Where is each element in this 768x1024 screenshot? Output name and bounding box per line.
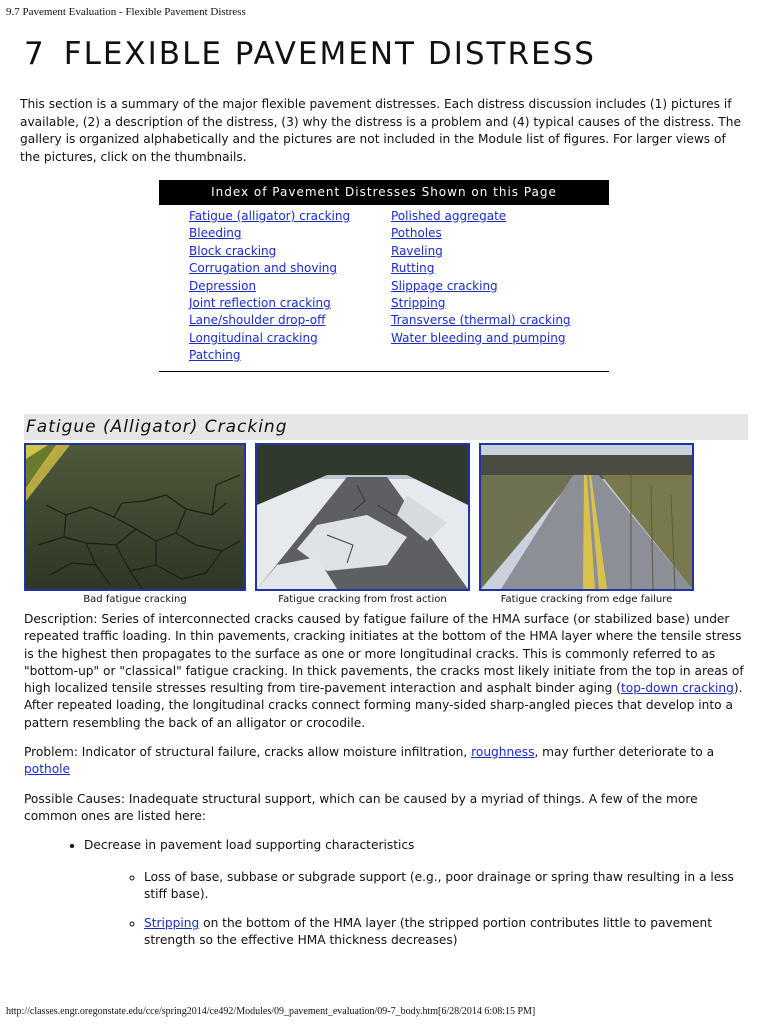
stripping-link[interactable]: Stripping — [144, 916, 200, 931]
index-link-raveling[interactable]: Raveling — [391, 243, 443, 258]
print-footer-url: http://classes.engr.oregonstate.edu/cce/spring2014/ce492/Modules/09_pavement_evaluation/09-7_body.htm[6/28/2014 6:08:15 PM] — [6, 1006, 536, 1017]
index-link-longitudinal[interactable]: Longitudinal cracking — [189, 330, 318, 345]
index-link-corrugation[interactable]: Corrugation and shoving — [189, 261, 338, 276]
cause-stripping-text: on the bottom of the HMA layer (the stripped portion contributes little to pavement strength so the effective HMA thickness decreases) — [144, 916, 712, 948]
index-link-polished-aggregate[interactable]: Polished aggregate — [391, 209, 507, 223]
main-content — [20, 36, 748, 948]
photo-gallery — [24, 443, 703, 605]
section-body — [24, 611, 746, 964]
index-link-transverse[interactable]: Transverse (thermal) cracking — [391, 313, 571, 328]
thumbnail-frost-road — [257, 445, 468, 589]
index-link-patching[interactable]: Patching — [189, 348, 241, 363]
roughness-link[interactable]: roughness — [471, 745, 535, 760]
photo-edge-failure — [479, 443, 694, 605]
description-text: Series of interconnected cracks caused by fatigue failure of the HMA surface (or stabilized base) under repeated traffic loading. In thin pavements, cracking initiates at the bottom of the HMA layer where the tensile stress is the highest then propagates to the surface as one or more longitudinal cracks. This is commonly referred to as "bottom-up" or "classical" fatigue cracking. In thick pavements, the cracks most likely initiate from the top in areas of high localized tensile stresses resulting from tire-pavement interaction and asphalt binder aging ( — [24, 612, 744, 696]
problem-text: Indicator of structural failure, cracks allow moisture infiltration, — [77, 745, 472, 760]
problem-text-mid: , may further deteriorate to a — [534, 745, 715, 760]
index-heading: Index of Pavement Distresses Shown on this Page — [159, 180, 609, 205]
thumbnail-link-1[interactable] — [24, 443, 246, 591]
thumbnail-link-2[interactable] — [255, 443, 470, 591]
section-header — [24, 414, 748, 440]
list-item — [84, 837, 746, 949]
top-down-cracking-link[interactable]: top-down cracking — [620, 681, 734, 696]
list-item — [144, 869, 746, 904]
index-column-left — [189, 208, 391, 365]
photo-bad-fatigue — [24, 443, 246, 605]
index-link-slippage[interactable]: Slippage cracking — [391, 278, 498, 293]
chapter-title: FLEXIBLE PAVEMENT DISTRESS — [63, 36, 596, 72]
section-title: Fatigue (Alligator) Cracking — [26, 417, 288, 437]
distress-index — [159, 180, 609, 372]
index-link-potholes[interactable]: Potholes — [391, 226, 442, 241]
problem-paragraph — [24, 744, 746, 779]
cause-load-support: Decrease in pavement load supporting characteristics — [84, 838, 415, 853]
index-link-block-cracking[interactable]: Block cracking — [189, 243, 277, 258]
photo-caption: Bad fatigue cracking — [83, 594, 187, 605]
print-header: 9.7 Pavement Evaluation - Flexible Pavement Distress — [6, 6, 246, 18]
causes-text: Inadequate structural support, which can be caused by a myriad of things. A few of the more common ones are listed here: — [24, 791, 698, 823]
photo-caption: Fatigue cracking from frost action — [278, 594, 447, 605]
index-link-drop-off[interactable]: Lane/shoulder drop-off — [189, 313, 326, 328]
causes-paragraph — [24, 791, 746, 826]
causes-sublist — [84, 869, 746, 950]
photo-caption: Fatigue cracking from edge failure — [500, 594, 673, 605]
thumbnail-rural-road — [481, 445, 692, 589]
chapter-number: 7 — [24, 36, 46, 72]
thumbnail-cracked-asphalt — [26, 445, 244, 589]
causes-label: Possible Causes: — [24, 791, 125, 806]
photo-frost-action — [255, 443, 470, 605]
page-title — [24, 36, 748, 72]
index-link-depression[interactable]: Depression — [189, 278, 257, 293]
description-label: Description: — [24, 612, 98, 626]
description-paragraph — [24, 611, 746, 732]
index-link-joint-reflection[interactable]: Joint reflection cracking — [189, 296, 331, 311]
index-link-rutting[interactable]: Rutting — [391, 261, 435, 276]
index-link-stripping[interactable]: Stripping — [391, 296, 446, 311]
index-link-fatigue[interactable]: Fatigue (alligator) cracking — [189, 209, 351, 223]
intro-paragraph: This section is a summary of the major flexible pavement distresses. Each distress discussion includes (1) pictures if available, (2) a description of the distress, (3) why the distress is a problem and (4) typical causes of the distress. The gallery is organized alphabetically and the pictures are not included in the Module list of figures. For larger views of the pictures, click on the thumbnails. — [20, 97, 741, 164]
cause-loss-of-base: Loss of base, subbase or subgrade support (e.g., poor drainage or spring thaw resulting in a less stiff base). — [144, 869, 734, 901]
index-link-bleeding[interactable]: Bleeding — [189, 226, 242, 241]
problem-label: Problem: — [24, 745, 78, 760]
index-link-water-bleeding[interactable]: Water bleeding and pumping — [391, 330, 566, 345]
description-text-end: ). After repeated loading, the longitudinal cracks connect forming many-sided sharp-angled pieces that develop into a pattern resembling the back of an alligator or crocodile. — [24, 681, 743, 730]
causes-list — [24, 837, 746, 949]
list-item — [144, 915, 746, 950]
pothole-link[interactable]: pothole — [24, 762, 71, 777]
index-column-right — [391, 208, 571, 365]
thumbnail-link-3[interactable] — [479, 443, 694, 591]
